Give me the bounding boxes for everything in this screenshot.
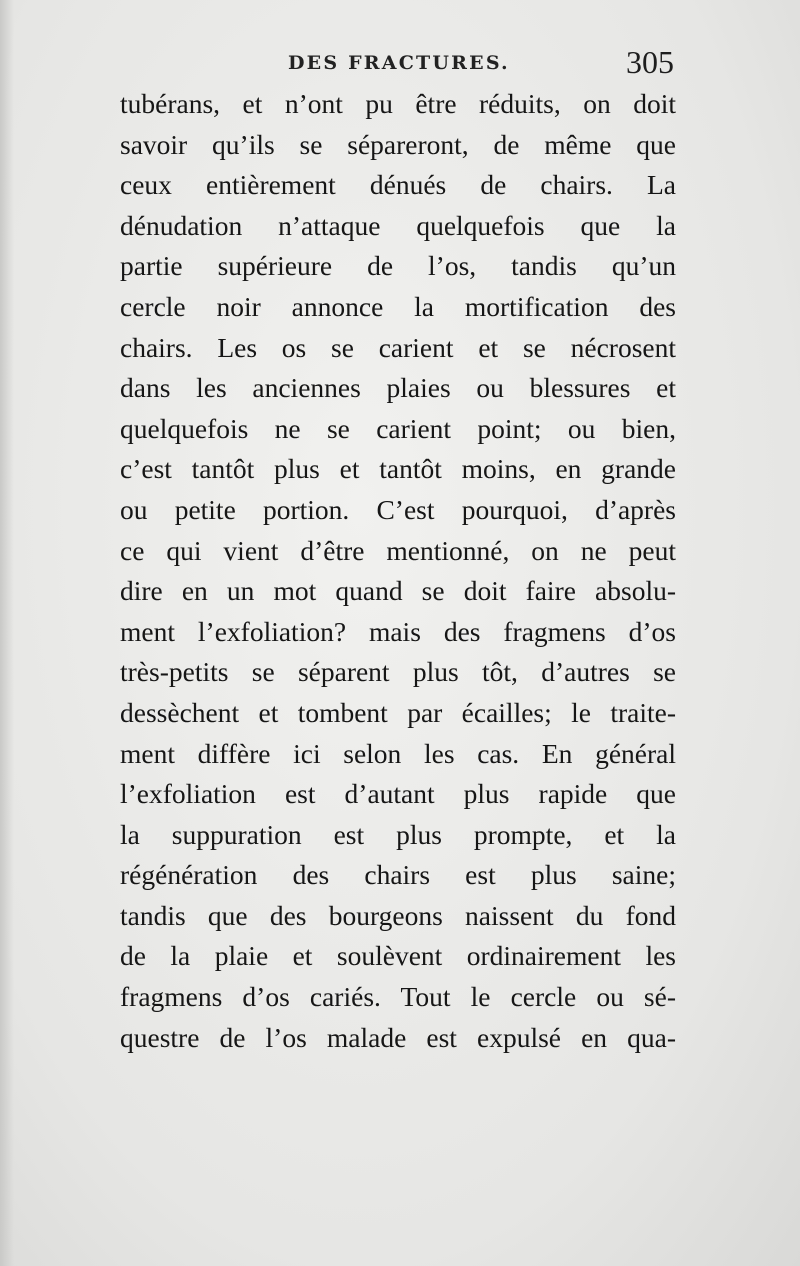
text-line: la suppuration est plus prompte, et la	[120, 818, 676, 850]
text-line: tubérans, et n’ont pu être réduits, on doit	[120, 88, 676, 119]
text-line: savoir qu’ils se sépareront, de même que	[120, 128, 676, 160]
text-line: partie supérieure de l’os, tandis qu’un	[120, 250, 676, 282]
text-line: chairs. Les os se carient et se nécrosent	[120, 331, 676, 363]
text-line: ceux entièrement dénués de chairs. La	[120, 169, 676, 201]
body-text	[120, 84, 676, 1058]
text-line: dire en un mot quand se doit faire absolu-	[120, 575, 676, 607]
text-line: dans les anciennes plaies ou blessures et	[120, 372, 676, 404]
page-number: 305	[626, 44, 674, 80]
text-line: cercle noir annonce la mortification des	[120, 290, 676, 322]
page-gutter-shadow	[0, 0, 14, 1266]
text-line: dessèchent et tombent par écailles; le traite-	[120, 696, 676, 728]
text-line: ment l’exfoliation? mais des fragmens d’os	[120, 615, 676, 647]
text-line: quelquefois ne se carient point; ou bien,	[120, 412, 676, 444]
text-line: de la plaie et soulèvent ordinairement les	[120, 940, 676, 972]
text-line: questre de l’os malade est expulsé en qua-	[120, 1021, 676, 1053]
text-line: tandis que des bourgeons naissent du fond	[120, 899, 676, 931]
text-line: fragmens d’os cariés. Tout le cercle ou sé-	[120, 981, 676, 1013]
text-line: ment diffère ici selon les cas. En général	[120, 737, 676, 769]
text-line: très-petits se séparent plus tôt, d’autres se	[120, 656, 676, 688]
text-line: c’est tantôt plus et tantôt moins, en grande	[120, 453, 676, 485]
text-line: l’exfoliation est d’autant plus rapide que	[120, 778, 676, 810]
running-head	[120, 46, 680, 86]
text-line: dénudation n’attaque quelquefois que la	[120, 209, 676, 241]
running-title: DES FRACTURES.	[288, 52, 510, 74]
text-line: régénération des chairs est plus saine;	[120, 859, 676, 891]
text-line: ou petite portion. C’est pourquoi, d’après	[120, 493, 676, 525]
text-line: ce qui vient d’être mentionné, on ne peut	[120, 534, 676, 566]
